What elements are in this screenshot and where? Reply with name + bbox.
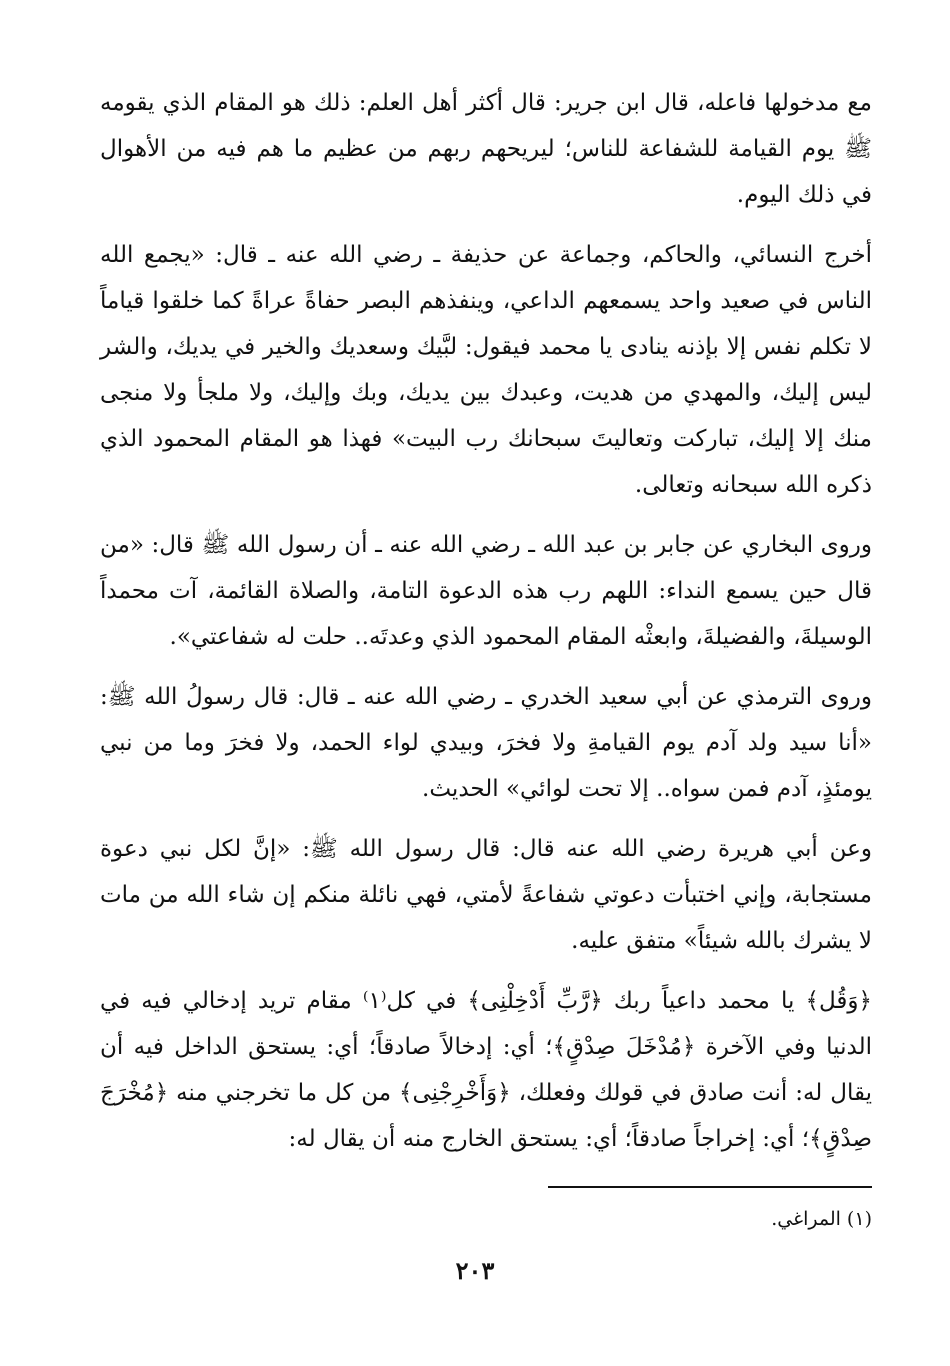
page-body (100, 80, 872, 1176)
paragraph-4: وروى الترمذي عن أبي سعيد الخدري ـ رضي الله عنه ـ قال: قال رسولُ الله ﷺ: «أنا سيد ولد آدم يوم القيامةِ ولا فخرَ، وبيدي لواء الحمد، ولا فخرَ وما من نبي يومئذٍ، آدم فمن سواه.. إلا تحت لوائي» الحديث. (100, 684, 872, 802)
page-number: ٢٠٣ (455, 1256, 495, 1285)
footnote-divider (548, 1186, 872, 1188)
footnote: (١) المراغي. (771, 1208, 872, 1230)
paragraph-1: مع مدخولها فاعله، قال ابن جرير: قال أكثر أهل العلم: ذلك هو المقام الذي يقومه ﷺ يوم القيامة للشفاعة للناس؛ ليريحهم ربهم من عظيم ما هم فيه من الأهوال في ذلك اليوم. (100, 90, 872, 208)
paragraph-6: ﴿وَقُل﴾ يا محمد داعياً ربك ﴿رَّبِّ أَدْخِلْنِى﴾ في كل⁽١⁾ مقام تريد إدخالي فيه في الدنيا وفي الآخرة ﴿مُدْخَلَ صِدْقٍ﴾؛ أي: إدخالاً صادقاً؛ أي: يستحق الداخل فيه أن يقال له: أنت صادق في قولك وفعلك، ﴿وَأَخْرِجْنِى﴾ من كل ما تخرجني منه ﴿مُخْرَجَ صِدْقٍ﴾؛ أي: إخراجاً صادقاً؛ أي: يستحق الخارج منه أن يقال له: (100, 988, 872, 1152)
paragraph-2: أخرج النسائي، والحاكم، وجماعة عن حذيفة ـ رضي الله عنه ـ قال: «يجمع الله الناس في صعيد واحد يسمعهم الداعي، وينفذهم البصر حفاةً عراةً كما خلقوا قياماً لا تكلم نفس إلا بإذنه ينادى يا محمد فيقول: لبَّيك وسعديك والخير في يديك، والشر ليس إليك، والمهدي من هديت، وعبدك بين يديك، وبك وإليك، ولا ملجأ ولا منجى منك إلا إليك، تباركت وتعاليتَ سبحانك رب البيت» فهذا هو المقام المحمود الذي ذكره الله سبحانه وتعالى. (100, 242, 872, 498)
paragraph-3: وروى البخاري عن جابر بن عبد الله ـ رضي الله عنه ـ أن رسول الله ﷺ قال: «من قال حين يسمع النداء: اللهم رب هذه الدعوة التامة، والصلاة القائمة، آت محمداً الوسيلةَ، والفضيلةَ، وابعثْه المقام المحمود الذي وعدتَه.. حلت له شفاعتي». (100, 532, 872, 650)
paragraph-5: وعن أبي هريرة رضي الله عنه قال: قال رسول الله ﷺ: «إنَّ لكل نبي دعوة مستجابة، وإني اختبأت دعوتي شفاعةً لأمتي، فهي نائلة منكم إن شاء الله من مات لا يشرك بالله شيئاً» متفق عليه. (100, 836, 872, 954)
